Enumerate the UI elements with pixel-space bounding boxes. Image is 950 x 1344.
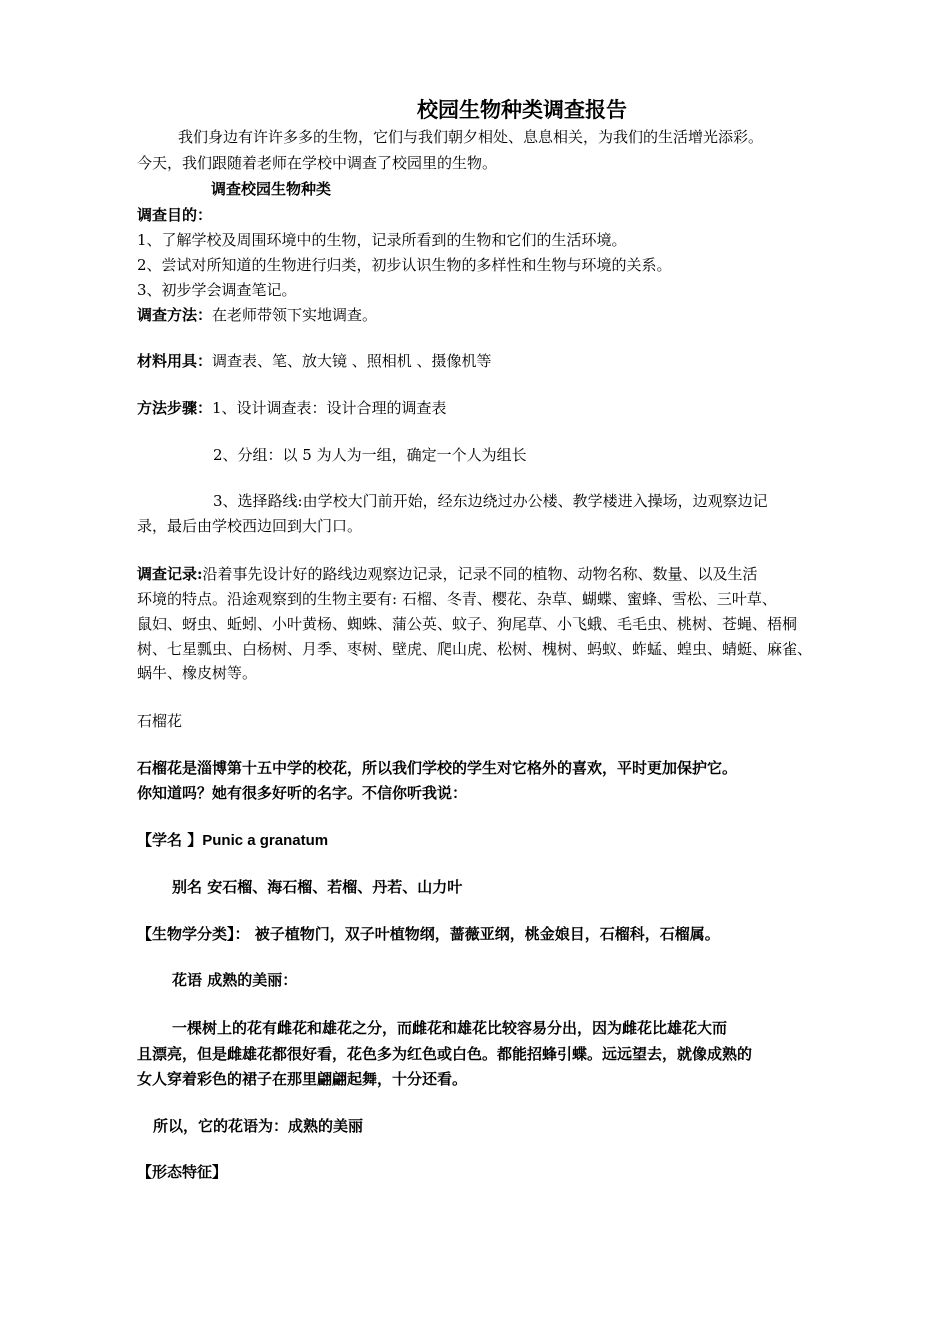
intro-line-1: 我们身边有许许多多的生物，它们与我们朝夕相处、息息相关，为我们的生活增光添彩。	[178, 128, 764, 146]
record-line-3: 鼠妇、蚜虫、蚯蚓、小叶黄杨、蜘蛛、蒲公英、蚊子、狗尾草、小飞蛾、毛毛虫、桃树、苍蝇、梧桐	[137, 615, 798, 633]
scientific-name-value: Punic a granatum	[202, 832, 329, 849]
step-3-line-2: 录，最后由学校西边回到大门口。	[137, 517, 363, 535]
step-1: 1、设计调查表：设计合理的调查表	[212, 399, 447, 417]
record-line-4: 树、七星瓢虫、白杨树、月季、枣树、壁虎、爬山虎、松树、槐树、蚂蚁、蚱蜢、蝗虫、蜻蜓、麻雀、	[137, 640, 813, 658]
purpose-item-2: 2、尝试对所知道的生物进行归类，初步认识生物的多样性和生物与环境的关系。	[137, 256, 672, 274]
steps-heading: 方法步骤：	[137, 399, 213, 417]
method-heading: 调查方法：	[137, 306, 213, 324]
pomegranate-desc-line-2: 你知道吗？她有很多好听的名字。不信你听我说：	[137, 784, 468, 802]
method-text: 在老师带领下实地调查。	[212, 306, 378, 324]
flower-language-conclusion: 所以，它的花语为：成熟的美丽	[153, 1117, 364, 1135]
flower-para-line-1: 一棵树上的花有雌花和雄花之分，而雌花和雄花比较容易分出，因为雌花比雄花大而	[172, 1019, 728, 1037]
scientific-name-line	[137, 829, 328, 852]
record-text-1: 沿着事先设计好的路线边观察边记录，记录不同的植物、动物名称、数量、以及生活	[202, 565, 758, 583]
record-line-1	[137, 563, 758, 585]
step-2: 2、分组：以 5 为人为一组，确定一个人为组长	[213, 446, 527, 464]
classification-label: 【生物学分类】：	[137, 925, 250, 943]
purpose-heading: 调查目的：	[137, 206, 213, 224]
scientific-name-label: 【学名 】	[137, 831, 203, 849]
classification-value: 被子植物门，双子叶植物纲，蔷薇亚纲，桃金娘目，石榴科，石榴属。	[249, 925, 720, 943]
pomegranate-desc-line-1: 石榴花是淄博第十五中学的校花，所以我们学校的学生对它格外的喜欢，平时更加保护它。	[137, 759, 738, 777]
record-heading: 调查记录:	[137, 565, 203, 583]
classification-line	[137, 923, 720, 945]
record-line-5: 蜗牛、橡皮树等。	[137, 664, 258, 682]
section-subtitle: 调查校园生物种类	[211, 180, 332, 198]
flower-para-line-2: 且漂亮，但是雌雄花都很好看，花色多为红色或白色。都能招蜂引蝶。远远望去，就像成熟的	[137, 1045, 753, 1063]
page-title: 校园生物种类调查报告	[417, 97, 627, 122]
purpose-item-1: 1、了解学校及周围环境中的生物，记录所看到的生物和它们的生活环境。	[137, 231, 627, 249]
method-line	[137, 304, 377, 326]
pomegranate-heading: 石榴花	[137, 712, 183, 730]
flower-language-heading: 花语 成熟的美丽：	[172, 971, 298, 989]
materials-line	[137, 350, 492, 372]
flower-para-line-3: 女人穿着彩色的裙子在那里翩翩起舞，十分还看。	[137, 1070, 468, 1088]
materials-heading: 材料用具：	[137, 352, 213, 370]
morphology-heading: 【形态特征】	[137, 1163, 228, 1181]
steps-line-1	[137, 397, 447, 419]
materials-text: 调查表、笔、放大镜 、照相机 、摄像机等	[212, 352, 492, 370]
record-line-2: 环境的特点。沿途观察到的生物主要有: 石榴、冬青、樱花、杂草、蝴蝶、蜜蜂、雪松、三叶草、	[137, 590, 777, 608]
intro-line-2: 今天，我们跟随着老师在学校中调查了校园里的生物。	[137, 154, 498, 172]
step-3-line-1: 3、选择路线:由学校大门前开始，经东边绕过办公楼、教学楼进入操场，边观察边记	[213, 492, 768, 510]
alias-line: 别名 安石榴、海石榴、若榴、丹若、山力叶	[172, 878, 463, 896]
purpose-item-3: 3、初步学会调查笔记。	[137, 281, 297, 299]
